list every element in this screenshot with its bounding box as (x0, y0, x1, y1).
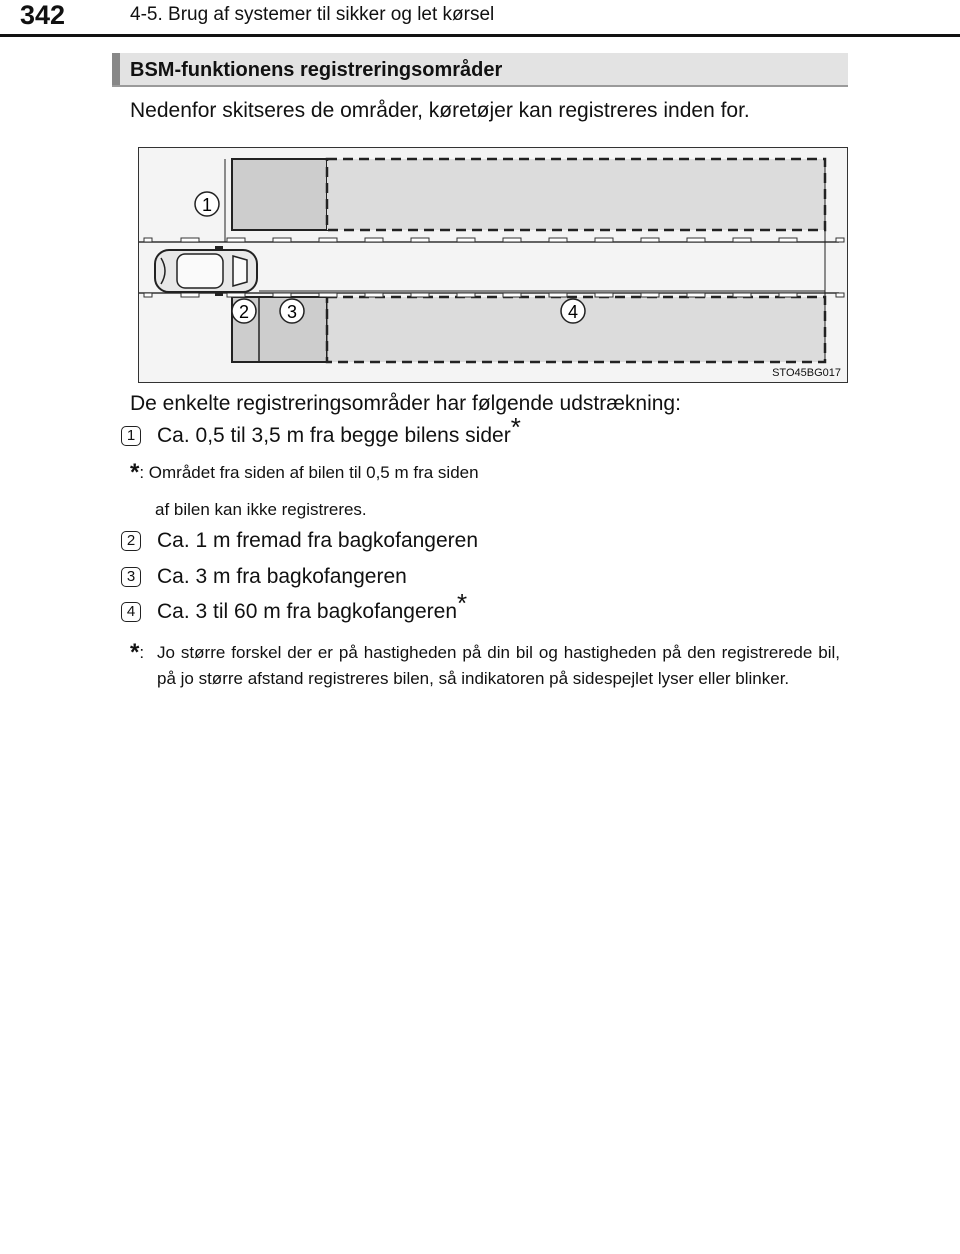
item-2-text: Ca. 1 m fremad fra bagkofangeren (157, 529, 479, 552)
section-title: BSM-funktionens registreringsområder (130, 59, 503, 81)
detection-area-diagram (139, 148, 848, 383)
car-icon (155, 246, 257, 296)
note-2-star: * (130, 639, 140, 666)
chapter-title: 4-5. Brug af systemer til sikker og let kørsel (130, 4, 495, 25)
item-3-text: Ca. 3 m fra bagkofangeren (157, 565, 407, 588)
item-1-star: * (510, 412, 521, 442)
zone-upper-near (232, 159, 327, 230)
item-2 (157, 529, 478, 553)
callout-2-label: 2 (238, 302, 250, 322)
extent-intro: De enkelte registreringsområder har følgende udstrækning: (130, 392, 681, 415)
item-4-text: Ca. 3 til 60 m fra bagkofangeren (157, 600, 458, 623)
zone-upper-far (327, 159, 825, 230)
callout-4 (561, 299, 585, 323)
note-1-line2: af bilen kan ikke registreres. (155, 500, 367, 519)
intro-text: Nedenfor skitseres de områder, køretøjer kan registreres inden for. (130, 99, 750, 122)
section-heading (112, 53, 848, 87)
item-3 (157, 565, 407, 589)
item-1-text: Ca. 0,5 til 3,5 m fra begge bilens sider (157, 424, 511, 447)
note-1-star: * (130, 459, 140, 486)
note-1-line1: : Området fra siden af bilen til 0,5 m fra siden (139, 463, 479, 482)
item-4-star: * (457, 588, 468, 618)
callout-3-label: 3 (286, 302, 298, 322)
item-3-badge: 3 (121, 567, 141, 587)
item-1-badge: 1 (121, 426, 141, 446)
note-2-marker (130, 640, 160, 666)
callout-4-label: 4 (567, 302, 579, 322)
section-accent (112, 53, 120, 85)
note-1 (130, 460, 479, 486)
item-2-badge: 2 (121, 531, 141, 551)
item-4-badge: 4 (121, 602, 141, 622)
callout-2 (232, 299, 256, 323)
figure-code: STO45BG017 (772, 367, 841, 379)
callout-1 (195, 192, 219, 216)
callout-3 (280, 299, 304, 323)
detection-area-figure (138, 147, 848, 383)
header-rule (0, 34, 960, 37)
note-2-colon: : (139, 643, 145, 662)
item-4 (157, 588, 468, 624)
note-2-text: Jo større forskel der er på hastigheden på din bil og hastigheden på den registrerede bil, på jo større afstand registreres bilen, så indikatoren på sidespejlet lyser eller blinker. (157, 643, 840, 688)
page-number: 342 (20, 0, 66, 30)
callout-1-label: 1 (201, 195, 213, 215)
item-1 (157, 412, 521, 448)
